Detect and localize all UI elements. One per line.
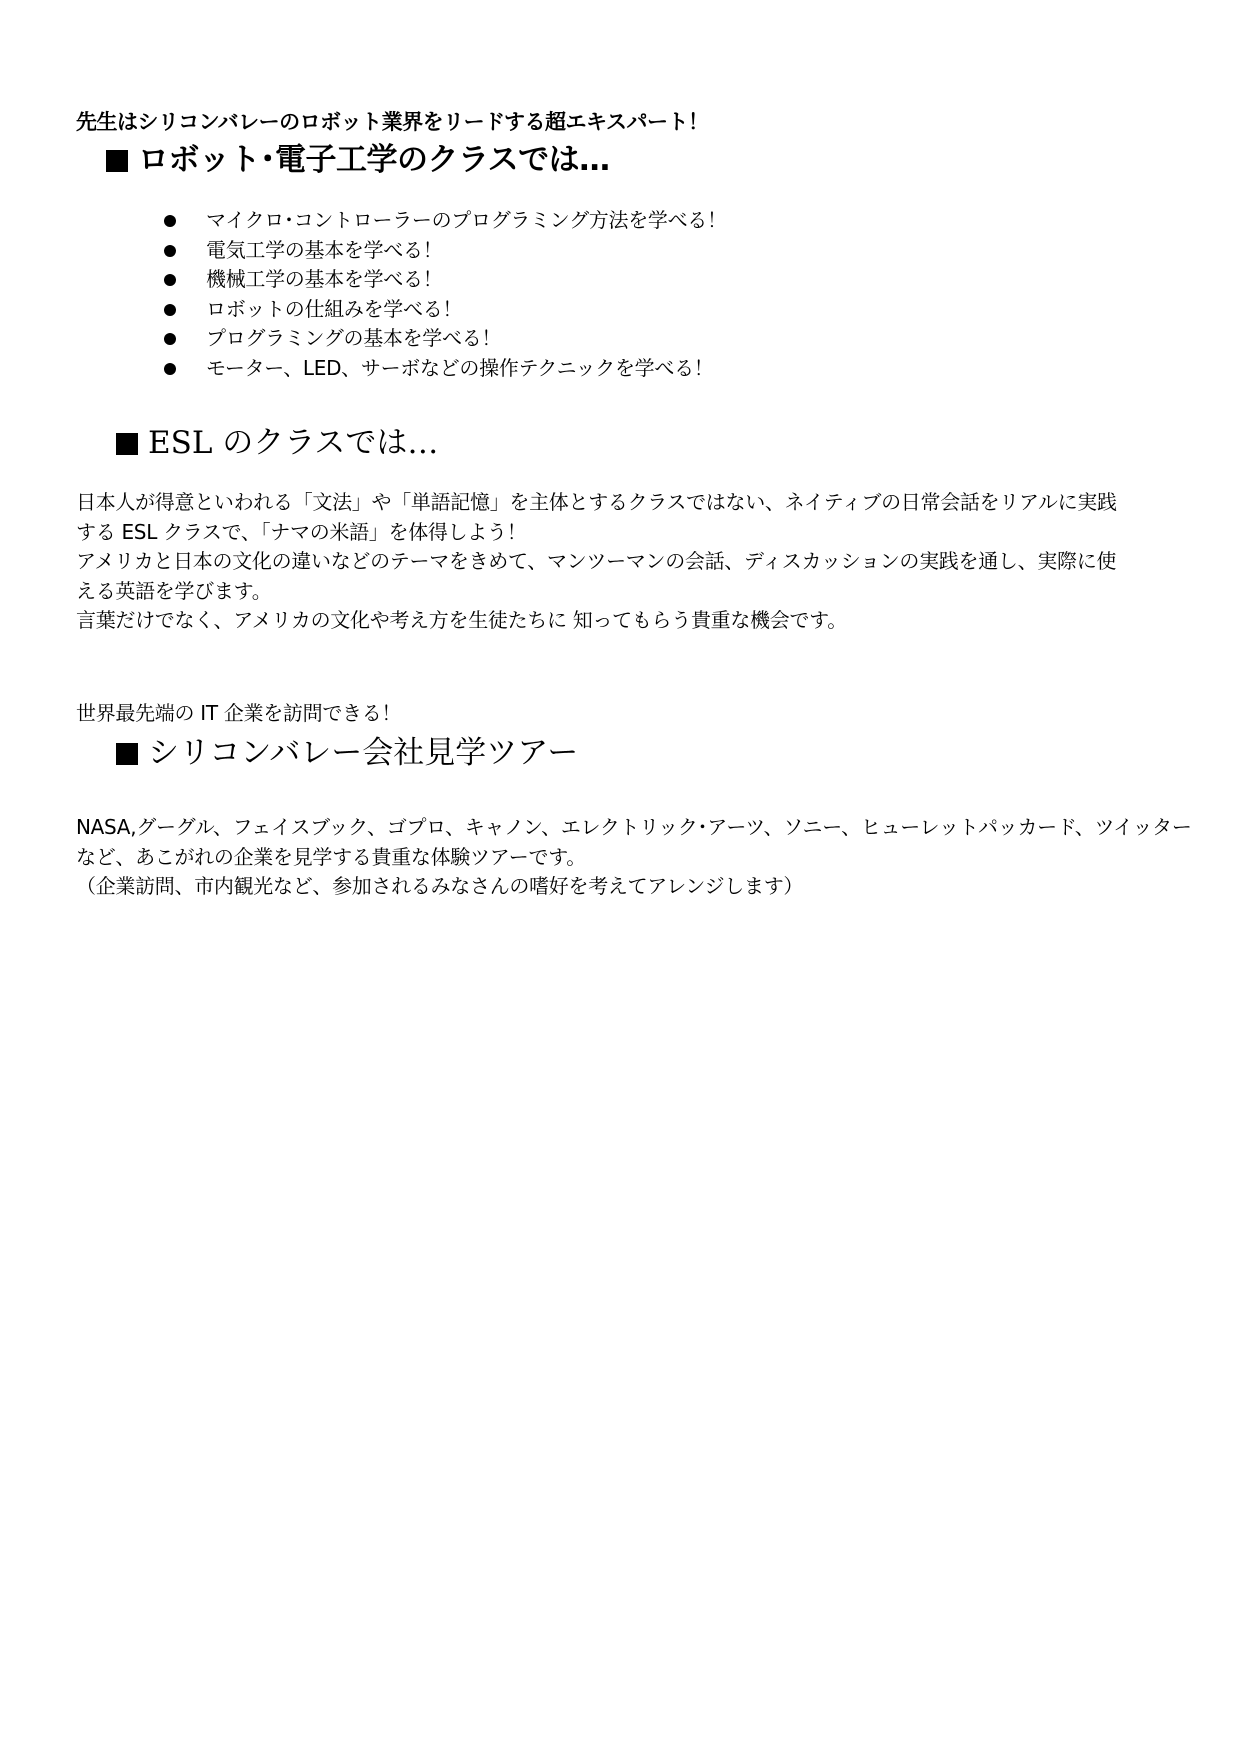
paragraph-line: する ESL クラスで、「ナマの米語」を体得しよう！ (76, 519, 527, 544)
robotics-heading-text: ロボット･電子工学のクラスでは… (138, 142, 610, 178)
paragraph-line: （企業訪問、市内観光など、参加されるみなさんの嗜好を考えてアレンジします） (76, 874, 804, 899)
paragraph-line: など、あこがれの企業を見学する貴重な体験ツアーです。 (76, 844, 586, 869)
list-item (162, 265, 727, 295)
square-bullet-icon (116, 433, 138, 455)
tour-heading-text: シリコンバレー会社見学ツアー (148, 735, 579, 771)
list-item (162, 236, 727, 266)
list-item-text: ロボットの仕組みを学べる！ (206, 296, 463, 321)
list-item (162, 324, 727, 354)
list-item (162, 295, 727, 325)
esl-heading (116, 417, 438, 462)
list-item-text: マイクロ･コントローラーのプログラミング方法を学べる！ (206, 208, 727, 232)
paragraph-line: 日本人が得意といわれる「文法」や「単語記憶」を主体とするクラスではない、ネイティブの日常会話をリアルに実践 (76, 490, 1117, 514)
esl-heading-text: ESL のクラスでは… (148, 425, 439, 461)
paragraph-line: アメリカと日本の文化の違いなどのテーマをきめて、マンツーマンの会話、ディスカッションの実践を通し、実際に使 (76, 549, 1117, 574)
bullet-dot-icon (164, 215, 176, 227)
list-item (162, 354, 727, 384)
bullet-dot-icon (164, 333, 176, 345)
robotics-bullet-list (162, 206, 727, 384)
list-item-text: プログラミングの基本を学べる！ (206, 326, 502, 351)
square-bullet-icon (106, 150, 128, 172)
paragraph-line: NASA,グーグル、フェイスブック、ゴプロ、キャノン、エレクトリック･アーツ、ソニー、ヒューレットパッカード、ツイッター (76, 815, 1192, 839)
robotics-heading (106, 134, 610, 179)
bullet-dot-icon (164, 304, 176, 316)
bullet-dot-icon (164, 363, 176, 375)
esl-paragraph (76, 488, 1176, 636)
list-item-text: 電気工学の基本を学べる！ (206, 237, 443, 262)
square-bullet-icon (116, 743, 138, 765)
paragraph-line: 言葉だけでなく、アメリカの文化や考え方を生徒たちに 知ってもらう貴重な機会です。 (76, 608, 847, 633)
bullet-dot-icon (164, 245, 176, 257)
tour-tagline: 世界最先端の IT 企業を訪問できる！ (76, 701, 402, 725)
paragraph-line: える英語を学びます。 (76, 578, 272, 603)
tour-heading (116, 727, 578, 772)
robotics-tagline: 先生はシリコンバレーのロボット業界をリードする超エキスパート！ (76, 110, 709, 134)
list-item-text: モーター、LED、サーボなどの操作テクニックを学べる！ (206, 355, 714, 380)
list-item-text: 機械工学の基本を学べる！ (206, 267, 443, 292)
tour-paragraph (76, 813, 1192, 902)
bullet-dot-icon (164, 274, 176, 286)
list-item (162, 206, 727, 236)
